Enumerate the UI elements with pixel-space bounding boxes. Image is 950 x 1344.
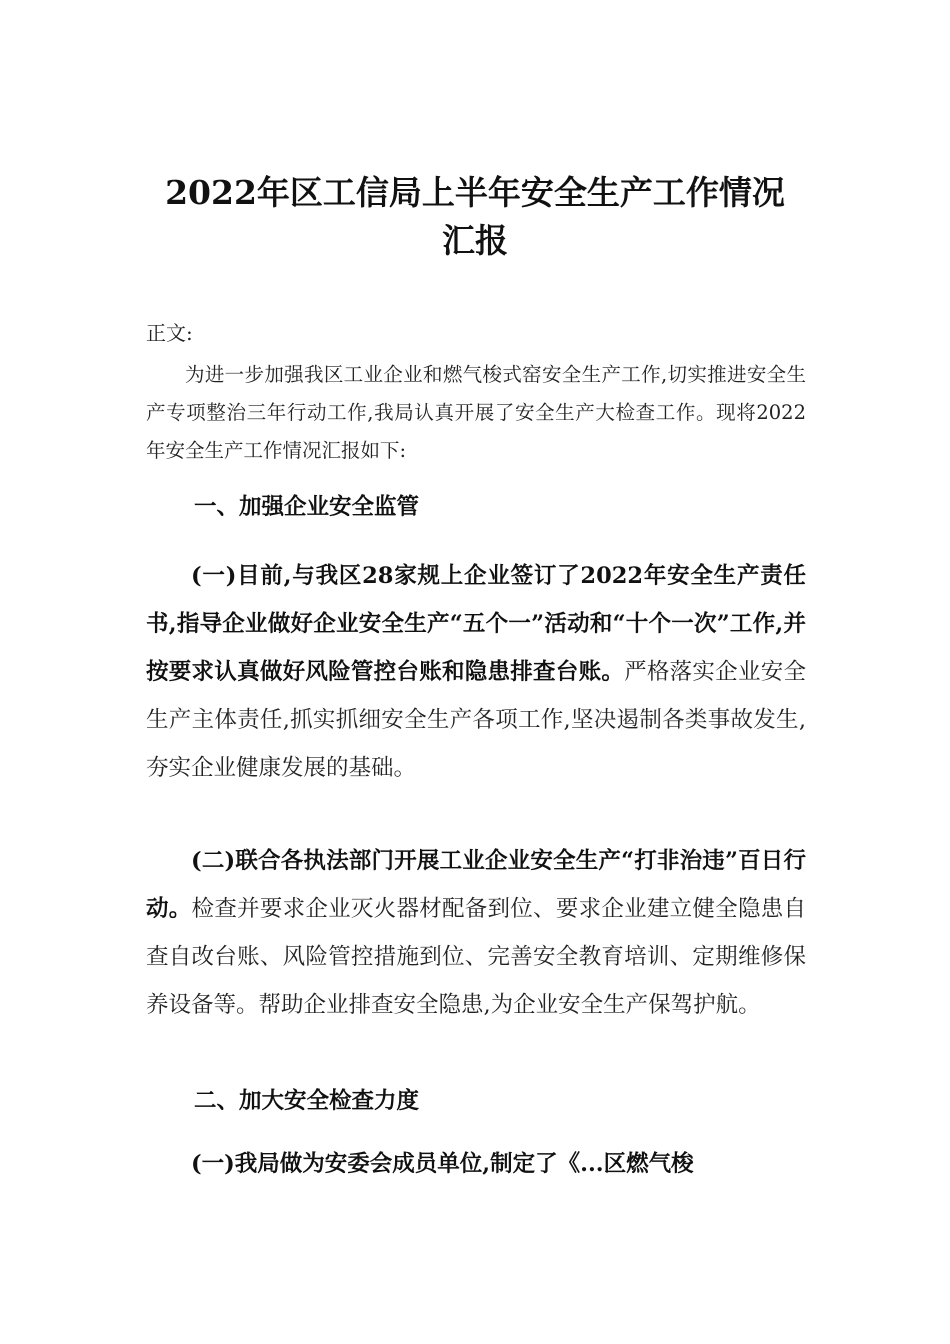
section-1-paragraph-2-body: 检查并要求企业灭火器材配备到位、要求企业建立健全隐患自查自改台账、风险管控措施到位、完善安全教育培训、定期维修保养设备等。帮助企业排查安全隐患,为企业安全生产保驾护航。	[146, 896, 806, 1018]
intro-paragraph: 为进一步加强我区工业企业和燃气梭式窑安全生产工作,切实推进安全生产专项整治三年行动工作,我局认真开展了安全生产大检查工作。现将2022年安全生产工作情况汇报如下:	[146, 363, 806, 462]
section-1-paragraph-2	[146, 837, 806, 1029]
document-title-line-1: 2022年区工信局上半年安全生产工作情况	[165, 173, 785, 212]
section-1-paragraph-2-lead: (二)联合各执法部门开展工业企业安全生产“打非治违”百日行动。	[146, 848, 806, 922]
body-label: 正文:	[146, 321, 193, 345]
section-heading-2: 二、加大安全检查力度	[194, 1088, 420, 1114]
section-1-paragraph-1	[146, 552, 806, 792]
section-1-paragraph-1-lead: (一)目前,与我区28家规上企业签订了2022年安全生产责任书,指导企业做好企业安全生产“五个一”活动和“十个一次”工作,并按要求认真做好风险管控台账和隐患排查台账。	[146, 563, 806, 685]
section-2-paragraph-1	[146, 1140, 806, 1188]
section-2-paragraph-1-lead: (一)我局做为安委会成员单位,制定了《...区燃气梭	[191, 1151, 694, 1177]
section-1-paragraph-1-body: 严格落实企业安全生产主体责任,抓实抓细安全生产各项工作,坚决遏制各类事故发生,夯实企业健康发展的基础。	[146, 659, 806, 781]
document-title-line-2: 汇报	[442, 221, 508, 260]
section-heading-1: 一、加强企业安全监管	[194, 494, 420, 520]
